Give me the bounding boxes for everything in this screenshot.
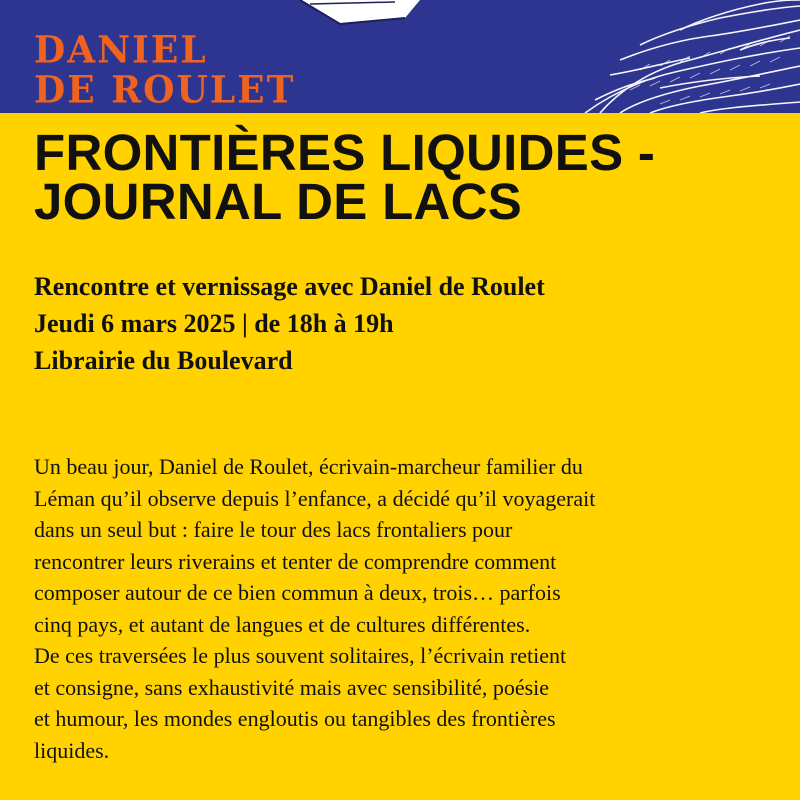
description-line: composer autour de ce bien commun à deux, trois… parfois: [34, 580, 561, 605]
description-line: rencontrer leurs riverains et tenter de comprendre comment: [34, 548, 557, 574]
description-line: liquides.: [34, 737, 110, 763]
event-date-time: Jeudi 6 mars 2025 | de 18h à 19h: [34, 309, 394, 338]
event-subtitle: Rencontre et vernissage avec Daniel de Roulet: [34, 272, 545, 301]
event-title-line1: FRONTIÈRES LIQUIDES -: [34, 124, 656, 181]
description-line: cinq pays, et autant de langues et de cultures différentes.: [34, 611, 531, 637]
description-line: dans un seul but : faire le tour des lacs frontaliers pour: [34, 517, 513, 542]
wave-sketch: [585, 0, 800, 113]
event-info: [34, 268, 545, 379]
description-line: Léman qu’il observe depuis l’enfance, a décidé qu’il voyagerait: [34, 485, 596, 511]
book-cover-banner: [0, 0, 800, 113]
description-line: et humour, les mondes engloutis ou tangibles des frontières: [34, 706, 556, 731]
author-name-line1: DANIEL: [34, 27, 208, 72]
description-line: De ces traversées le plus souvent solitaires, l’écrivain retient: [34, 643, 567, 668]
event-venue: Librairie du Boulevard: [34, 346, 293, 375]
description-line: et consigne, sans exhaustivité mais avec sensibilité, poésie: [34, 674, 550, 700]
event-title-line2: JOURNAL DE LACS: [34, 173, 523, 230]
author-name-line2: DE ROULET: [34, 67, 296, 112]
author-name: [34, 27, 296, 112]
description-line: Un beau jour, Daniel de Roulet, écrivain-marcheur familier du: [34, 454, 583, 479]
event-description: [34, 451, 794, 766]
event-title: [34, 124, 794, 230]
